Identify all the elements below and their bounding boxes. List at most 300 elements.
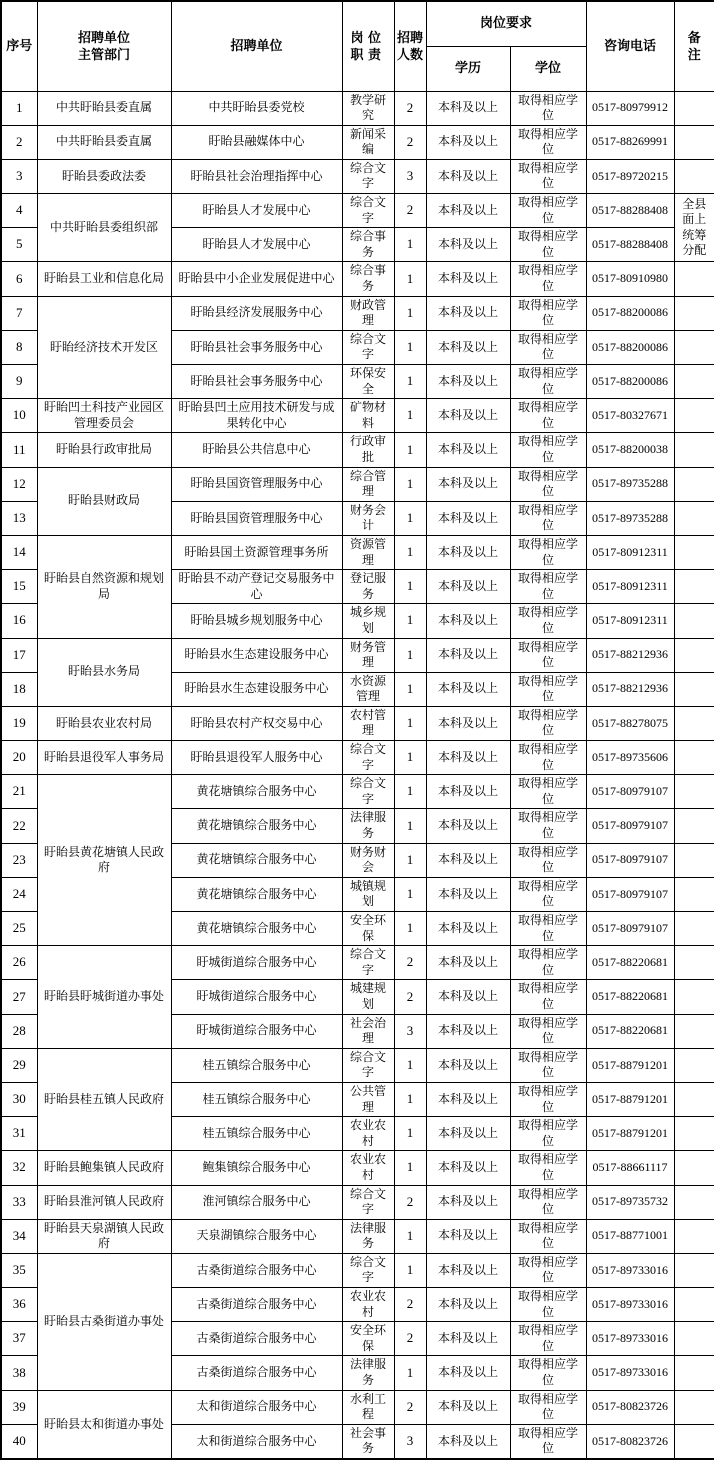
unit-cell: 天泉湖镇综合服务中心 [171, 1219, 342, 1253]
note-cell [674, 365, 714, 399]
dept-cell: 盱眙县黄花塘镇人民政府 [37, 775, 171, 946]
count-cell: 1 [394, 741, 426, 775]
unit-cell: 古桑街道综合服务中心 [171, 1356, 342, 1390]
unit-cell: 黄花塘镇综合服务中心 [171, 809, 342, 843]
degree-cell: 取得相应学位 [510, 159, 586, 193]
phone-cell: 0517-80912311 [586, 604, 674, 638]
unit-cell: 盱眙县不动产登记交易服务中心 [171, 570, 342, 604]
unit-cell: 盱眙县中小企业发展促进中心 [171, 262, 342, 296]
phone-cell: 0517-80979107 [586, 843, 674, 877]
phone-cell: 0517-80912311 [586, 570, 674, 604]
phone-cell: 0517-80979107 [586, 877, 674, 911]
degree-cell: 取得相应学位 [510, 228, 586, 262]
note-cell [674, 912, 714, 946]
duty-cell: 水利工程 [342, 1390, 394, 1424]
duty-cell: 农业农村 [342, 1151, 394, 1185]
degree-cell: 取得相应学位 [510, 467, 586, 501]
count-cell: 2 [394, 1390, 426, 1424]
unit-cell: 桂五镇综合服务中心 [171, 1048, 342, 1082]
degree-cell: 取得相应学位 [510, 877, 586, 911]
phone-cell: 0517-88791201 [586, 1082, 674, 1116]
phone-cell: 0517-89735606 [586, 741, 674, 775]
degree-cell: 取得相应学位 [510, 809, 586, 843]
duty-cell: 农业农村 [342, 1288, 394, 1322]
phone-cell: 0517-88200086 [586, 365, 674, 399]
phone-header: 咨询电话 [586, 1, 674, 91]
unit-cell: 盱眙县退役军人服务中心 [171, 741, 342, 775]
phone-cell: 0517-89735732 [586, 1185, 674, 1219]
note-cell [674, 877, 714, 911]
degree-cell: 取得相应学位 [510, 1253, 586, 1287]
education-cell: 本科及以上 [426, 1253, 510, 1287]
unit-cell: 盱眙县城乡规划服务中心 [171, 604, 342, 638]
degree-cell: 取得相应学位 [510, 1117, 586, 1151]
note-cell [674, 741, 714, 775]
education-cell: 本科及以上 [426, 877, 510, 911]
phone-cell: 0517-80823726 [586, 1424, 674, 1459]
duty-cell: 社会治理 [342, 1014, 394, 1048]
phone-cell: 0517-80912311 [586, 535, 674, 569]
phone-cell: 0517-88200038 [586, 433, 674, 467]
count-cell: 1 [394, 638, 426, 672]
duty-cell: 综合事务 [342, 228, 394, 262]
serial-cell: 13 [1, 501, 37, 535]
note-cell [674, 1082, 714, 1116]
count-cell: 1 [394, 1048, 426, 1082]
note-cell [674, 330, 714, 364]
education-cell: 本科及以上 [426, 159, 510, 193]
count-cell: 1 [394, 1356, 426, 1390]
count-cell: 2 [394, 980, 426, 1014]
education-cell: 本科及以上 [426, 399, 510, 433]
education-cell: 本科及以上 [426, 912, 510, 946]
table-row [1, 638, 714, 672]
note-cell [674, 775, 714, 809]
phone-cell: 0517-80979107 [586, 775, 674, 809]
dept-cell: 盱眙经济技术开发区 [37, 296, 171, 399]
unit-header: 招聘单位 [171, 1, 342, 91]
degree-cell: 取得相应学位 [510, 980, 586, 1014]
serial-cell: 6 [1, 262, 37, 296]
count-cell: 1 [394, 433, 426, 467]
duty-cell: 财务财会 [342, 843, 394, 877]
note-cell [674, 672, 714, 706]
degree-cell: 取得相应学位 [510, 570, 586, 604]
table-row [1, 741, 714, 775]
serial-cell: 35 [1, 1253, 37, 1287]
unit-cell: 盱眙县国资管理服务中心 [171, 467, 342, 501]
degree-cell: 取得相应学位 [510, 706, 586, 740]
table-row [1, 1185, 714, 1219]
table-row [1, 1390, 714, 1424]
degree-cell: 取得相应学位 [510, 535, 586, 569]
count-cell: 1 [394, 501, 426, 535]
note-cell [674, 570, 714, 604]
note-cell [674, 125, 714, 159]
phone-cell: 0517-89733016 [586, 1253, 674, 1287]
phone-cell: 0517-80910980 [586, 262, 674, 296]
note-cell [674, 296, 714, 330]
note-cell [674, 706, 714, 740]
note-cell [674, 1390, 714, 1424]
unit-cell: 盱眙县凹土应用技术研发与成果转化中心 [171, 399, 342, 433]
dept-cell: 盱眙县农业农村局 [37, 706, 171, 740]
degree-cell: 取得相应学位 [510, 433, 586, 467]
degree-cell: 取得相应学位 [510, 775, 586, 809]
education-cell: 本科及以上 [426, 775, 510, 809]
dept-header: 招聘单位主管部门 [37, 1, 171, 91]
education-cell: 本科及以上 [426, 467, 510, 501]
degree-cell: 取得相应学位 [510, 604, 586, 638]
duty-cell: 安全环保 [342, 1322, 394, 1356]
count-cell: 1 [394, 467, 426, 501]
count-cell: 1 [394, 228, 426, 262]
note-cell [674, 604, 714, 638]
note-cell [674, 1014, 714, 1048]
note-cell [674, 980, 714, 1014]
count-cell: 1 [394, 877, 426, 911]
degree-cell: 取得相应学位 [510, 672, 586, 706]
note-cell [674, 1219, 714, 1253]
duty-cell: 综合事务 [342, 262, 394, 296]
unit-cell: 盱眙县农村产权交易中心 [171, 706, 342, 740]
education-cell: 本科及以上 [426, 1082, 510, 1116]
count-cell: 1 [394, 604, 426, 638]
education-cell: 本科及以上 [426, 194, 510, 228]
serial-cell: 1 [1, 91, 37, 125]
degree-cell: 取得相应学位 [510, 1185, 586, 1219]
serial-cell: 24 [1, 877, 37, 911]
note-cell: 全县面上统筹分配 [674, 194, 714, 262]
degree-cell: 取得相应学位 [510, 1288, 586, 1322]
table-row [1, 467, 714, 501]
degree-cell: 取得相应学位 [510, 262, 586, 296]
serial-cell: 27 [1, 980, 37, 1014]
unit-cell: 盱眙县水生态建设服务中心 [171, 672, 342, 706]
phone-cell: 0517-80979107 [586, 912, 674, 946]
dept-cell: 盱眙县盱城街道办事处 [37, 946, 171, 1049]
serial-cell: 4 [1, 194, 37, 228]
table-row [1, 194, 714, 228]
unit-cell: 盱眙县融媒体中心 [171, 125, 342, 159]
serial-cell: 22 [1, 809, 37, 843]
duty-cell: 资源管理 [342, 535, 394, 569]
phone-cell: 0517-89733016 [586, 1288, 674, 1322]
duty-cell: 法律服务 [342, 1219, 394, 1253]
serial-cell: 39 [1, 1390, 37, 1424]
unit-cell: 黄花塘镇综合服务中心 [171, 775, 342, 809]
table-row [1, 433, 714, 467]
education-cell: 本科及以上 [426, 1117, 510, 1151]
count-cell: 3 [394, 159, 426, 193]
serial-cell: 29 [1, 1048, 37, 1082]
count-cell: 1 [394, 1117, 426, 1151]
count-cell: 2 [394, 194, 426, 228]
dept-cell: 盱眙凹土科技产业园区管理委员会 [37, 399, 171, 433]
dept-cell: 盱眙县行政审批局 [37, 433, 171, 467]
note-cell [674, 1288, 714, 1322]
table-row [1, 399, 714, 433]
table-row [1, 125, 714, 159]
education-cell: 本科及以上 [426, 980, 510, 1014]
education-cell: 本科及以上 [426, 125, 510, 159]
duty-cell: 综合文字 [342, 946, 394, 980]
dept-cell: 盱眙县财政局 [37, 467, 171, 535]
duty-cell: 综合文字 [342, 1185, 394, 1219]
dept-cell: 盱眙县鲍集镇人民政府 [37, 1151, 171, 1185]
serial-header: 序号 [1, 1, 37, 91]
dept-cell: 盱眙县古桑街道办事处 [37, 1253, 171, 1390]
unit-cell: 鲍集镇综合服务中心 [171, 1151, 342, 1185]
phone-cell: 0517-89735288 [586, 501, 674, 535]
phone-cell: 0517-80979912 [586, 91, 674, 125]
unit-cell: 盱城街道综合服务中心 [171, 946, 342, 980]
table-row [1, 706, 714, 740]
unit-cell: 古桑街道综合服务中心 [171, 1322, 342, 1356]
note-cell [674, 159, 714, 193]
serial-cell: 28 [1, 1014, 37, 1048]
note-cell [674, 1117, 714, 1151]
degree-cell: 取得相应学位 [510, 912, 586, 946]
note-cell [674, 843, 714, 877]
serial-cell: 14 [1, 535, 37, 569]
dept-cell: 盱眙县自然资源和规划局 [37, 535, 171, 638]
count-cell: 2 [394, 1185, 426, 1219]
duty-cell: 农业农村 [342, 1117, 394, 1151]
unit-cell: 太和街道综合服务中心 [171, 1424, 342, 1459]
degree-cell: 取得相应学位 [510, 741, 586, 775]
duty-cell: 城镇规划 [342, 877, 394, 911]
count-cell: 1 [394, 1151, 426, 1185]
unit-cell: 盱眙县公共信息中心 [171, 433, 342, 467]
note-cell [674, 809, 714, 843]
table-row [1, 1048, 714, 1082]
education-cell: 本科及以上 [426, 296, 510, 330]
serial-cell: 9 [1, 365, 37, 399]
table-row [1, 1219, 714, 1253]
unit-cell: 古桑街道综合服务中心 [171, 1288, 342, 1322]
degree-cell: 取得相应学位 [510, 1424, 586, 1459]
degree-cell: 取得相应学位 [510, 399, 586, 433]
education-cell: 本科及以上 [426, 706, 510, 740]
table-row [1, 946, 714, 980]
unit-cell: 中共盱眙县委党校 [171, 91, 342, 125]
degree-cell: 取得相应学位 [510, 1048, 586, 1082]
education-cell: 本科及以上 [426, 1424, 510, 1459]
count-cell: 2 [394, 1288, 426, 1322]
degree-cell: 取得相应学位 [510, 91, 586, 125]
note-cell [674, 1253, 714, 1287]
degree-cell: 取得相应学位 [510, 1151, 586, 1185]
table-row [1, 535, 714, 569]
dept-cell: 盱眙县退役军人事务局 [37, 741, 171, 775]
unit-cell: 盱眙县水生态建设服务中心 [171, 638, 342, 672]
education-cell: 本科及以上 [426, 1185, 510, 1219]
count-cell: 1 [394, 706, 426, 740]
education-cell: 本科及以上 [426, 365, 510, 399]
count-cell: 1 [394, 262, 426, 296]
duty-cell: 城建规划 [342, 980, 394, 1014]
duty-cell: 社会事务 [342, 1424, 394, 1459]
duty-cell: 综合文字 [342, 1253, 394, 1287]
education-cell: 本科及以上 [426, 1048, 510, 1082]
phone-cell: 0517-88220681 [586, 1014, 674, 1048]
serial-cell: 30 [1, 1082, 37, 1116]
unit-cell: 淮河镇综合服务中心 [171, 1185, 342, 1219]
serial-cell: 37 [1, 1322, 37, 1356]
serial-cell: 25 [1, 912, 37, 946]
count-cell: 3 [394, 1424, 426, 1459]
education-cell: 本科及以上 [426, 262, 510, 296]
duty-cell: 综合文字 [342, 741, 394, 775]
unit-cell: 盱眙县社会事务服务中心 [171, 330, 342, 364]
unit-cell: 桂五镇综合服务中心 [171, 1117, 342, 1151]
degree-cell: 取得相应学位 [510, 296, 586, 330]
table-row [1, 262, 714, 296]
education-cell: 本科及以上 [426, 1390, 510, 1424]
education-cell: 本科及以上 [426, 433, 510, 467]
note-cell [674, 433, 714, 467]
dept-cell: 中共盱眙县委组织部 [37, 194, 171, 262]
phone-cell: 0517-88220681 [586, 980, 674, 1014]
serial-cell: 2 [1, 125, 37, 159]
count-cell: 2 [394, 1322, 426, 1356]
table-row [1, 1253, 714, 1287]
count-cell: 1 [394, 843, 426, 877]
count-cell: 1 [394, 1219, 426, 1253]
degree-cell: 取得相应学位 [510, 1082, 586, 1116]
count-cell: 1 [394, 535, 426, 569]
phone-cell: 0517-88212936 [586, 638, 674, 672]
education-cell: 本科及以上 [426, 604, 510, 638]
duty-cell: 新闻采编 [342, 125, 394, 159]
table-header [1, 1, 714, 91]
note-cell [674, 638, 714, 672]
dept-cell: 盱眙县淮河镇人民政府 [37, 1185, 171, 1219]
serial-cell: 40 [1, 1424, 37, 1459]
unit-cell: 太和街道综合服务中心 [171, 1390, 342, 1424]
note-cell [674, 1185, 714, 1219]
note-cell [674, 535, 714, 569]
degree-cell: 取得相应学位 [510, 946, 586, 980]
education-cell: 本科及以上 [426, 501, 510, 535]
phone-cell: 0517-88288408 [586, 194, 674, 228]
education-cell: 本科及以上 [426, 91, 510, 125]
duty-cell: 财务管理 [342, 638, 394, 672]
dept-cell: 中共盱眙县委直属 [37, 91, 171, 125]
education-cell: 本科及以上 [426, 946, 510, 980]
duty-cell: 综合文字 [342, 1048, 394, 1082]
education-cell: 本科及以上 [426, 228, 510, 262]
serial-cell: 19 [1, 706, 37, 740]
duty-cell: 法律服务 [342, 1356, 394, 1390]
phone-cell: 0517-80327671 [586, 399, 674, 433]
phone-cell: 0517-88661117 [586, 1151, 674, 1185]
count-cell: 1 [394, 399, 426, 433]
note-cell [674, 1322, 714, 1356]
phone-cell: 0517-88269991 [586, 125, 674, 159]
degree-cell: 取得相应学位 [510, 638, 586, 672]
count-cell: 1 [394, 296, 426, 330]
note-cell [674, 262, 714, 296]
serial-cell: 18 [1, 672, 37, 706]
degree-cell: 取得相应学位 [510, 1014, 586, 1048]
education-cell: 本科及以上 [426, 1356, 510, 1390]
phone-cell: 0517-89733016 [586, 1356, 674, 1390]
unit-cell: 盱眙县国土资源管理事务所 [171, 535, 342, 569]
duty-cell: 水资源管理 [342, 672, 394, 706]
dept-cell: 盱眙县水务局 [37, 638, 171, 706]
count-cell: 1 [394, 1082, 426, 1116]
degree-cell: 取得相应学位 [510, 125, 586, 159]
education-cell: 本科及以上 [426, 638, 510, 672]
unit-cell: 盱眙县国资管理服务中心 [171, 501, 342, 535]
phone-cell: 0517-88200086 [586, 330, 674, 364]
education-cell: 本科及以上 [426, 741, 510, 775]
count-cell: 2 [394, 946, 426, 980]
table-row [1, 296, 714, 330]
education-cell: 本科及以上 [426, 1014, 510, 1048]
count-cell: 1 [394, 809, 426, 843]
table-row [1, 159, 714, 193]
unit-cell: 盱城街道综合服务中心 [171, 980, 342, 1014]
serial-cell: 32 [1, 1151, 37, 1185]
dept-cell: 中共盱眙县委直属 [37, 125, 171, 159]
duty-cell: 法律服务 [342, 809, 394, 843]
count-cell: 1 [394, 365, 426, 399]
education-cell: 本科及以上 [426, 1151, 510, 1185]
phone-cell: 0517-89735288 [586, 467, 674, 501]
unit-cell: 黄花塘镇综合服务中心 [171, 843, 342, 877]
note-cell [674, 1151, 714, 1185]
education-cell: 本科及以上 [426, 672, 510, 706]
duty-cell: 农村管理 [342, 706, 394, 740]
unit-cell: 盱眙县人才发展中心 [171, 228, 342, 262]
unit-cell: 古桑街道综合服务中心 [171, 1253, 342, 1287]
serial-cell: 10 [1, 399, 37, 433]
note-cell [674, 467, 714, 501]
serial-cell: 36 [1, 1288, 37, 1322]
duty-cell: 城乡规划 [342, 604, 394, 638]
serial-cell: 31 [1, 1117, 37, 1151]
unit-cell: 盱眙县社会事务服务中心 [171, 365, 342, 399]
unit-cell: 盱眙县社会治理指挥中心 [171, 159, 342, 193]
serial-cell: 5 [1, 228, 37, 262]
degree-cell: 取得相应学位 [510, 330, 586, 364]
duty-cell: 综合管理 [342, 467, 394, 501]
phone-cell: 0517-88200086 [586, 296, 674, 330]
duty-cell: 登记服务 [342, 570, 394, 604]
duty-cell: 综合文字 [342, 159, 394, 193]
phone-cell: 0517-88791201 [586, 1117, 674, 1151]
unit-cell: 盱眙县经济发展服务中心 [171, 296, 342, 330]
duty-header: 岗位职责 [342, 1, 394, 91]
degree-cell: 取得相应学位 [510, 843, 586, 877]
duty-cell: 环保安全 [342, 365, 394, 399]
count-cell: 3 [394, 1014, 426, 1048]
serial-cell: 23 [1, 843, 37, 877]
degree-cell: 取得相应学位 [510, 501, 586, 535]
phone-cell: 0517-80979107 [586, 809, 674, 843]
education-cell: 本科及以上 [426, 570, 510, 604]
duty-cell: 公共管理 [342, 1082, 394, 1116]
unit-cell: 盱城街道综合服务中心 [171, 1014, 342, 1048]
degree-header: 学位 [510, 46, 586, 91]
phone-cell: 0517-88220681 [586, 946, 674, 980]
serial-cell: 12 [1, 467, 37, 501]
count-cell: 1 [394, 672, 426, 706]
count-cell: 2 [394, 125, 426, 159]
